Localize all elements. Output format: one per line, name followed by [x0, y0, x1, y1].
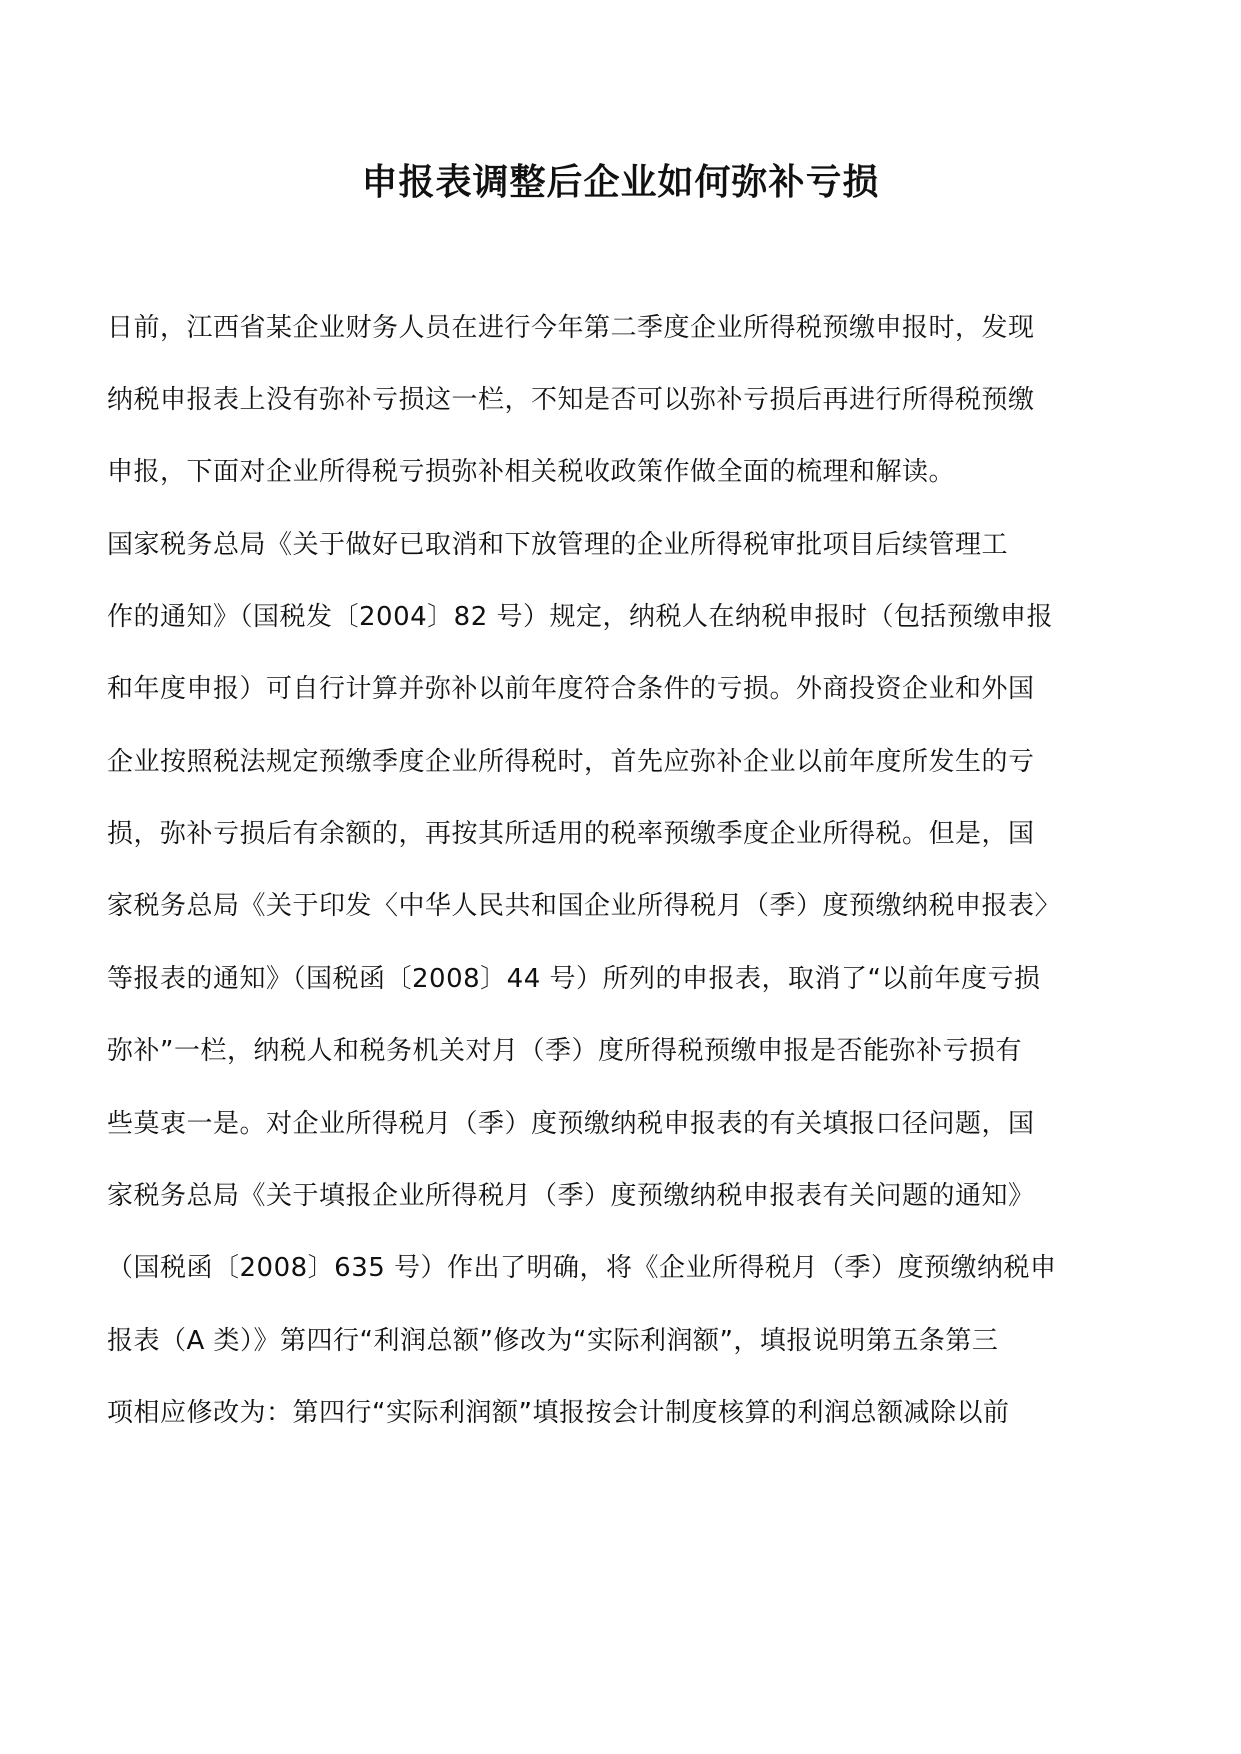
- document-title: 申报表调整后企业如何弥补亏损: [361, 161, 880, 203]
- body-line: 损，弥补亏损后有余额的，再按其所适用的税率预缴季度企业所得税。但是，国: [107, 819, 1035, 849]
- body-line: 家税务总局《关于印发〈中华人民共和国企业所得税月（季）度预缴纳税申报表〉: [107, 891, 1062, 921]
- body-line: 国家税务总局《关于做好已取消和下放管理的企业所得税审批项目后续管理工: [107, 530, 1009, 560]
- body-line: 企业按照税法规定预缴季度企业所得税时，首先应弥补企业以前年度所发生的亏: [107, 747, 1035, 777]
- body-line: 报表（A 类）》第四行“利润总额”修改为“实际利润额”，填报说明第五条第三: [107, 1326, 999, 1356]
- body-line: 和年度申报）可自行计算并弥补以前年度符合条件的亏损。外商投资企业和外国: [107, 674, 1035, 704]
- body-line: 项相应修改为：第四行“实际利润额”填报按会计制度核算的利润总额减除以前: [107, 1398, 1010, 1428]
- body-line: 等报表的通知》（国税函〔2008〕44 号）所列的申报表，取消了“以前年度亏损: [107, 964, 1041, 994]
- body-line: 弥补”一栏，纳税人和税务机关对月（季）度所得税预缴申报是否能弥补亏损有: [107, 1036, 1022, 1066]
- body-line: 作的通知》（国税发〔2004〕82 号）规定，纳税人在纳税申报时（包括预缴申报: [107, 602, 1054, 632]
- body-line: 些莫衷一是。对企业所得税月（季）度预缴纳税申报表的有关填报口径问题，国: [107, 1109, 1035, 1139]
- body-line: （国税函〔2008〕635 号）作出了明确，将《企业所得税月（季）度预缴纳税申: [107, 1253, 1057, 1283]
- body-line: 纳税申报表上没有弥补亏损这一栏，不知是否可以弥补亏损后再进行所得税预缴: [107, 385, 1035, 415]
- body-line: 日前，江西省某企业财务人员在进行今年第二季度企业所得税预缴申报时，发现: [107, 313, 1035, 343]
- body-line: 家税务总局《关于填报企业所得税月（季）度预缴纳税申报表有关问题的通知》: [107, 1181, 1035, 1211]
- body-line: 申报，下面对企业所得税亏损弥补相关税收政策作做全面的梳理和解读。: [107, 457, 956, 487]
